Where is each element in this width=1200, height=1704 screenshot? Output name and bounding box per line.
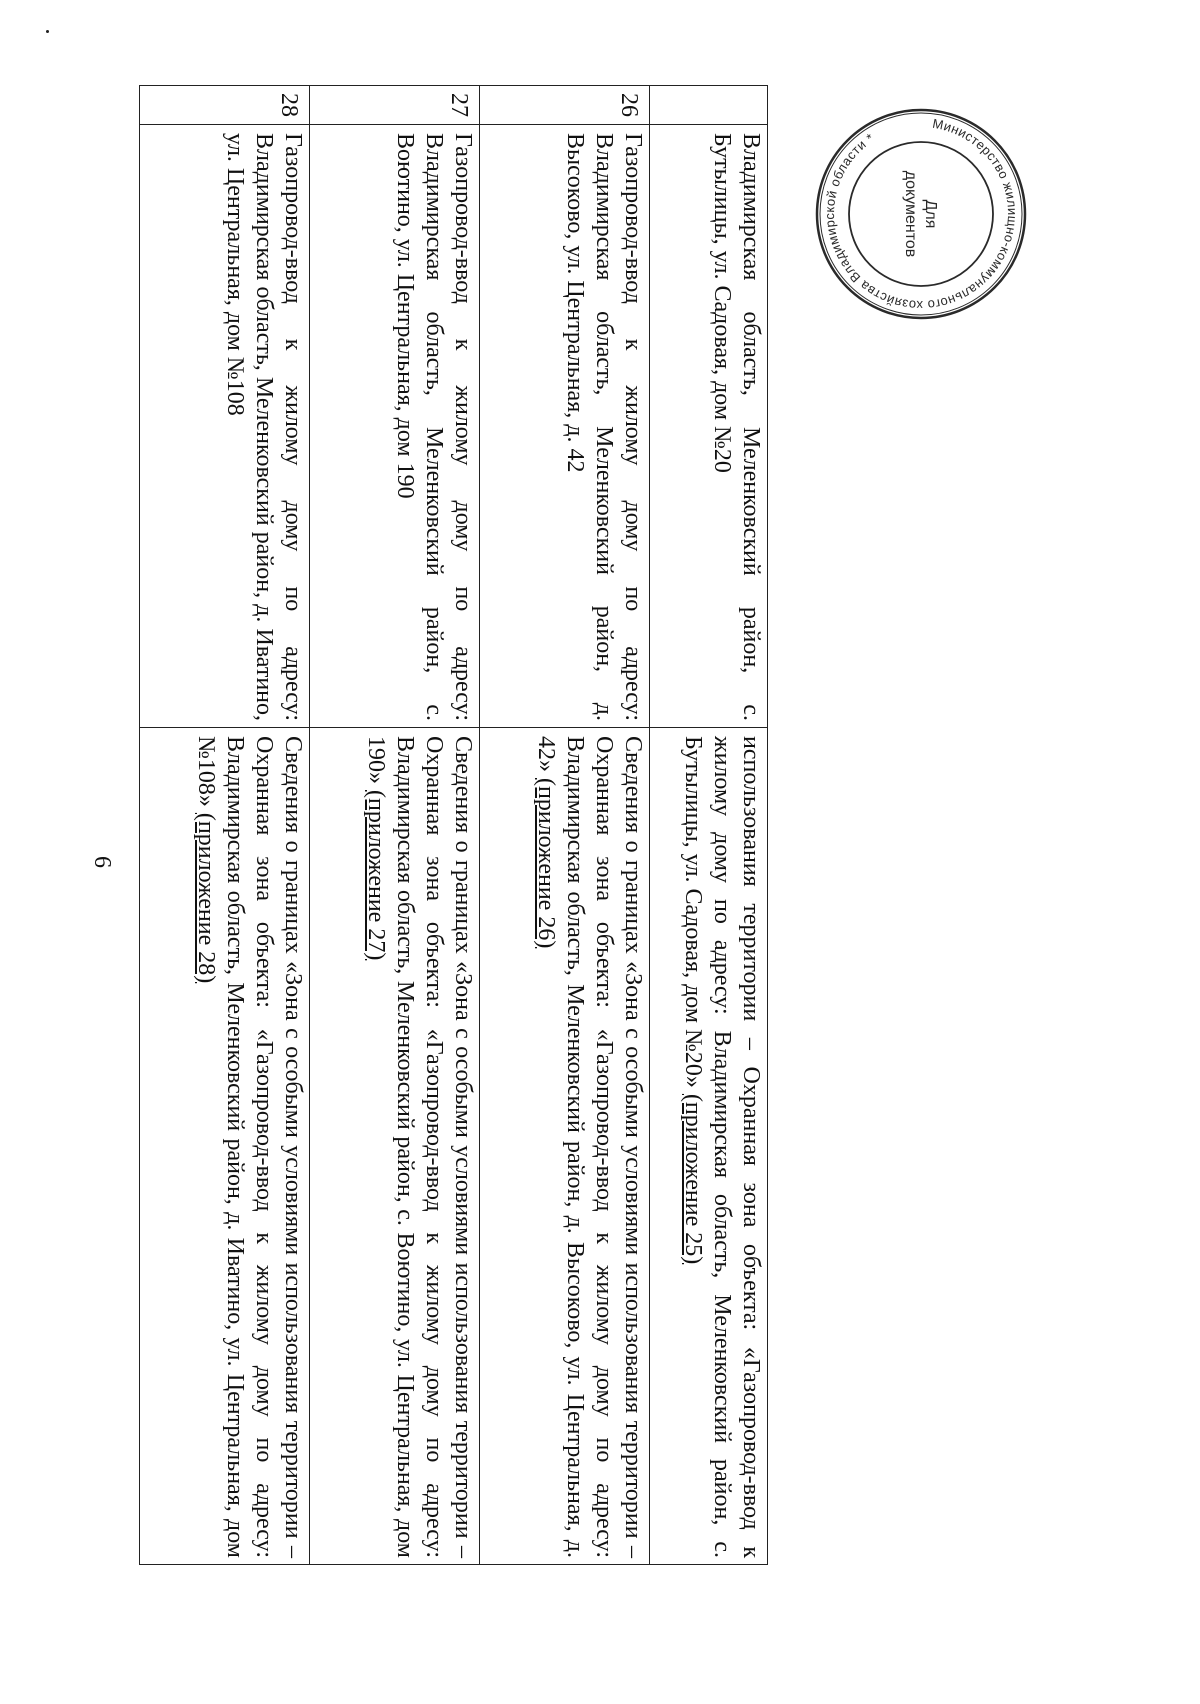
stamp-group (817, 110, 1025, 318)
info-text: Сведения о границах «Зона с особыми условиями использования территории – Охранная зона объекта: «Газопровод-ввод к жилому дому по адресу: Владимирская область, Меленковский район, с. Воютино, ул. Центральная, дом 190» (363, 736, 476, 1558)
page-number: 6 (89, 856, 115, 868)
row-number-cell: 26 (480, 86, 650, 125)
stamp-center-line1: Для (922, 199, 939, 229)
rotated-table-wrapper (140, 85, 768, 1565)
stamp-ring-text (822, 116, 1020, 313)
stamp-outer-ring-thin (820, 113, 1022, 315)
stamp-ring-textpath: Министерство жилищно-коммунального хозяйства Владимирской области * (821, 115, 1021, 314)
appendix-table (139, 85, 768, 1565)
object-cell: Владимирская область, Меленковский район, с. Бутылицы, ул. Садовая, дом №20 (650, 125, 768, 728)
appendix-reference: (приложение 27) (363, 790, 389, 961)
row-number-cell: 27 (310, 86, 480, 125)
info-cell (140, 728, 310, 1565)
appendix-reference: (приложение 28) (193, 812, 219, 984)
appendix-reference: (приложение 26) (533, 778, 559, 949)
ministry-stamp (812, 105, 1030, 323)
info-cell (480, 728, 650, 1565)
stamp-inner-ring (849, 142, 993, 286)
info-text: использования территории – Охранная зона объекта: «Газопровод-ввод к жилому дому по адресу: Владимирская область, Меленковский район, с. Бутылицы, ул. Садовая, дом №20» (680, 736, 764, 1558)
row-number-cell: 28 (140, 86, 310, 125)
info-text: Сведения о границах «Зона с особыми условиями использования территории – Охранная зона объекта: «Газопровод-ввод к жилому дому по адресу: Владимирская область, Меленковский район, д. Иватино, ул. Центральная, дом №108» (193, 736, 306, 1558)
table-row (480, 86, 650, 1565)
row-number-cell (650, 86, 768, 125)
table-row (650, 86, 768, 1565)
object-cell: Газопровод-ввод к жилому дому по адресу: Владимирская область, Меленковский район, с. Воютино, ул. Центральная, дом 190 (310, 125, 480, 728)
scan-speck (46, 30, 49, 33)
info-cell (650, 728, 768, 1565)
appendix-reference: (приложение 25) (680, 1093, 706, 1265)
info-cell (310, 728, 480, 1565)
info-text: Сведения о границах «Зона с особыми условиями использования территории – Охранная зона объекта: «Газопровод-ввод к жилому дому по адресу: Владимирская область, Меленковский район, д. Высоково, ул. Центральная, д. 42» (533, 736, 646, 1558)
table-row (310, 86, 480, 1565)
table-row (140, 86, 310, 1565)
object-cell: Газопровод-ввод к жилому дому по адресу: Владимирская область, Меленковский район, д. Иватино, ул. Центральная, дом №108 (140, 125, 310, 728)
object-cell: Газопровод-ввод к жилому дому по адресу: Владимирская область, Меленковский район, д. Высоково, ул. Центральная, д. 42 (480, 125, 650, 728)
stamp-center-line2: документов (902, 170, 919, 258)
